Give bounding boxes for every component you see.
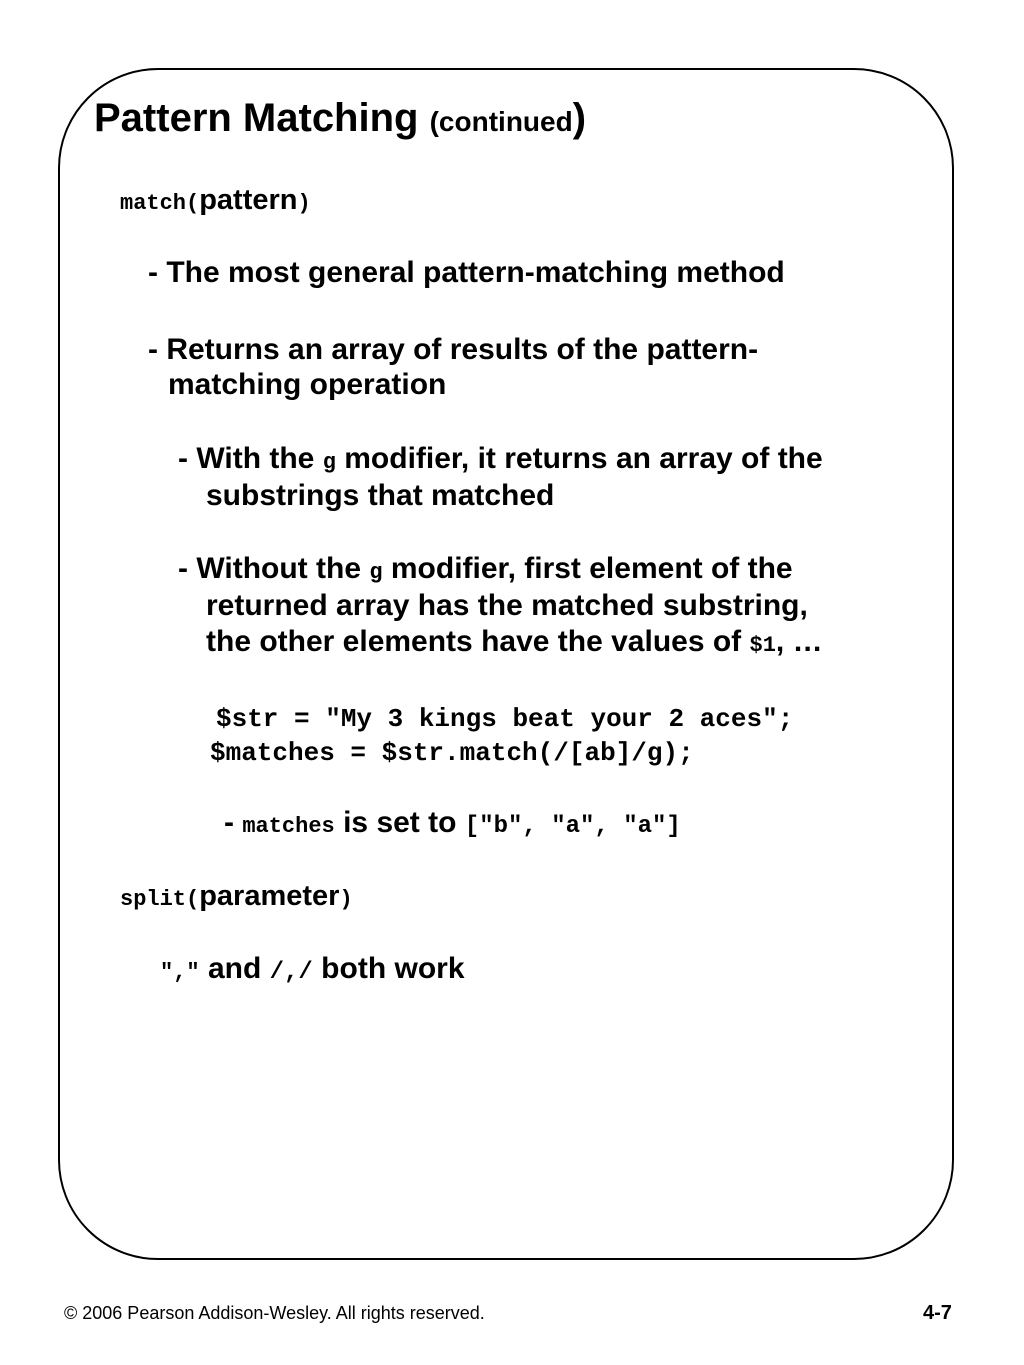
with-g-code: g — [322, 450, 336, 475]
with-g-line-1 — [178, 442, 823, 476]
without-g-line-3-code: $1 — [749, 633, 776, 658]
result-var: matches — [242, 814, 335, 839]
code-line-2: $matches = $str.match(/[ab]/g); — [210, 738, 694, 768]
bullet-returns-line-1: - Returns an array of results of the pattern- — [148, 333, 759, 366]
with-g-line-2: substrings that matched — [206, 479, 555, 512]
split-code-1: "," — [160, 960, 200, 985]
without-g-line-2: returned array has the matched substring, — [206, 589, 808, 622]
code-line-1: $str = "My 3 kings beat your 2 aces"; — [216, 704, 794, 734]
split-note — [160, 952, 465, 986]
without-g-post: modifier, first element of the — [382, 552, 793, 585]
split-fn: split( — [120, 887, 200, 912]
without-g-line-3-post: , … — [775, 625, 823, 658]
title-sub: (continued — [429, 106, 573, 137]
without-g-line-1 — [178, 552, 793, 586]
without-g-pre: - Without the — [178, 552, 370, 585]
page-number: 4-7 — [923, 1302, 952, 1324]
split-close: ) — [339, 887, 353, 912]
footer-copyright: © 2006 Pearson Addison-Wesley. All rights reserved. — [64, 1303, 485, 1323]
result-value: ["b", "a", "a"] — [464, 813, 681, 840]
match-close: ) — [297, 191, 311, 216]
bullet-general: - The most general pattern-matching method — [148, 256, 785, 289]
split-code-2: /,/ — [269, 959, 313, 986]
without-g-line-3-pre: the other elements have the values of — [206, 625, 750, 658]
match-fn: match( — [120, 191, 200, 216]
result-mid: is set to — [334, 806, 465, 839]
slide-title — [94, 96, 586, 141]
split-signature — [120, 880, 353, 913]
title-main: Pattern Matching — [94, 96, 419, 140]
result-line — [224, 806, 681, 840]
match-signature — [120, 184, 311, 217]
result-dash: - — [224, 806, 243, 839]
with-g-post: modifier, it returns an array of the — [335, 442, 823, 475]
without-g-code: g — [369, 560, 383, 585]
title-close: ) — [572, 96, 587, 140]
split-mid: and — [199, 952, 270, 985]
with-g-pre: - With the — [178, 442, 323, 475]
split-post: both work — [312, 952, 465, 985]
match-param: pattern — [199, 184, 298, 216]
without-g-line-3 — [206, 625, 823, 659]
bullet-returns-line-2: matching operation — [168, 368, 447, 401]
split-param: parameter — [199, 880, 340, 912]
slide-frame — [58, 68, 954, 1260]
